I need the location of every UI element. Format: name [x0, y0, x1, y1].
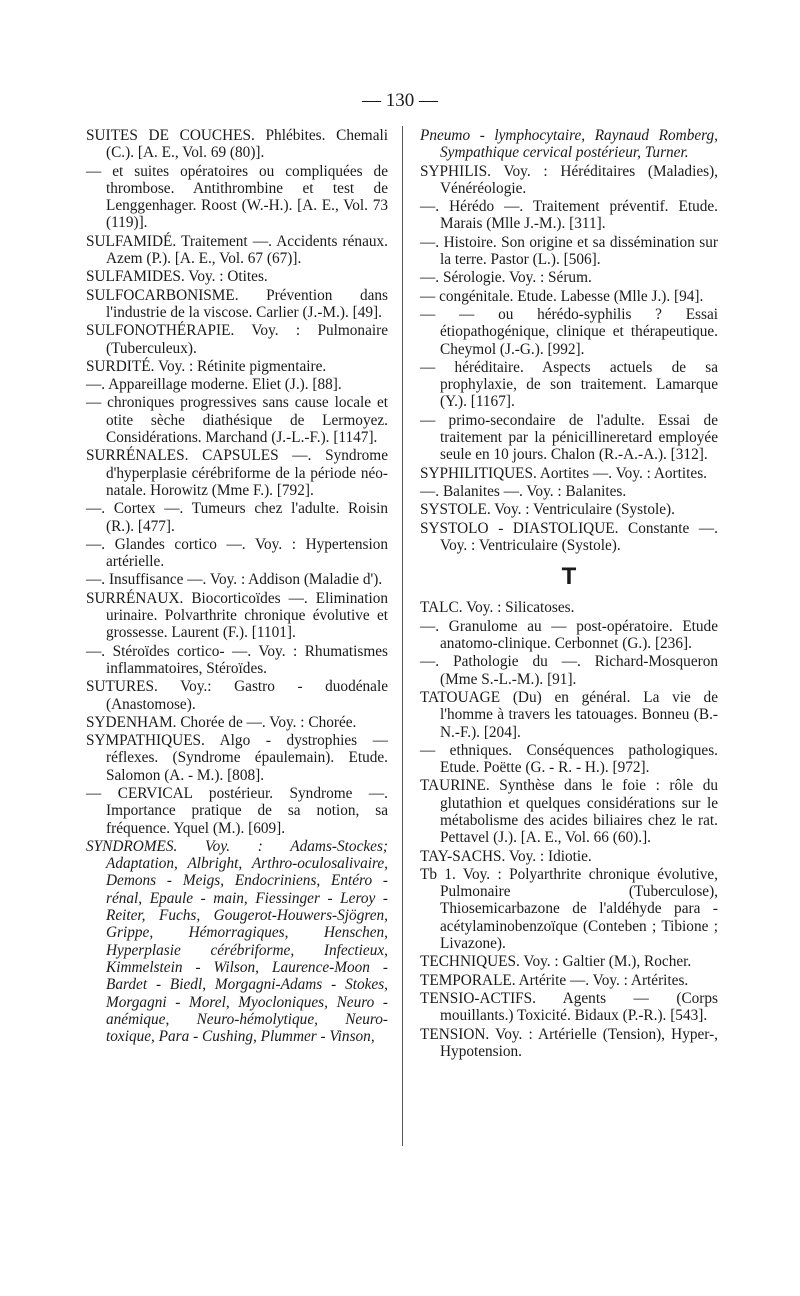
index-entry: SYNDROMES. Voy. : Adams-Stockes; Adaptation, Albright, Arthro-oculosalivaire, Demons - Meigs, Endocriniens, Entéro - rénal, Epaule - main, Fiessinger - Leroy - Reiter, Fuchs, Gougerot-Houwers-Sjögren, Grippe, Hémorragiques, Henschen, Hyperplasie cérébriforme, Infectieux, Kimmelstein - Wilson, Laurence-Moon - Bardet - Biedl, Morgagni-Adams - Stokes, Morgagni - Morel, Myocloniques, Neuro - anémique, Neuro-hémolytique, Neuro-toxique, Para - Cushing, Plummer - Vinson,: [86, 837, 388, 1046]
column-divider: [402, 126, 403, 1146]
index-entry: SULFAMIDES. Voy. : Otites.: [86, 268, 268, 286]
index-entry: SYSTOLO - DIASTOLIQUE. Constante —. Voy. : Ventriculaire (Systole).: [420, 519, 718, 554]
index-entry: SULFOCARBONISME. Prévention dans l'industrie de la viscose. Carlier (J.-M.). [49].: [86, 286, 388, 321]
index-entry: — ethniques. Conséquences pathologiques. Etude. Poëtte (G. - R. - H.). [972].: [420, 741, 718, 777]
right-column: [420, 127, 718, 1061]
index-entry: SYDENHAM. Chorée de —. Voy. : Chorée.: [86, 713, 357, 731]
index-entry: —. Histoire. Son origine et sa dissémination sur la terre. Pastor (L.). [506].: [420, 233, 718, 269]
index-entry: Tb 1. Voy. : Polyarthrite chronique évolutive, Pulmonaire (Tuberculose), Thiosemicarbazone de l'aldéhyde para - acétylaminobenzoïque (Conteben ; Tibione ; Livazone).: [420, 865, 718, 953]
index-entry: —. Stéroïdes cortico- —. Voy. : Rhumatismes inflammatoires, Stéroïdes.: [86, 642, 388, 677]
page-number: — 130 —: [362, 90, 438, 111]
index-entry: SYPHILIS. Voy. : Héréditaires (Maladies), Vénéréologie.: [420, 162, 718, 197]
index-entry: —. Pathologie du —. Richard-Mosqueron (Mme S.-L.-M.). [91].: [420, 653, 718, 688]
index-entry: —. Insuffisance —. Voy. : Addison (Maladie d').: [86, 571, 383, 589]
index-entry: TATOUAGE (Du) en général. La vie de l'homme à travers les tatouages. Bonneu (B.-N.-F.). [204].: [420, 688, 718, 741]
index-entry: SYSTOLE. Voy. : Ventriculaire (Systole).: [420, 501, 675, 519]
index-entry: TAURINE. Synthèse dans le foie : rôle du glutathion et quelques considérations sur le métabolisme des acides biliaires chez le rat. Pettavel (J.). [A. E., Vol. 66 (60).].: [420, 777, 718, 847]
index-entry: —. Appareillage moderne. Eliet (J.). [88].: [86, 376, 342, 394]
index-entry: — héréditaire. Aspects actuels de sa prophylaxie, de son traitement. Lamarque (Y.). [1167].: [420, 358, 718, 411]
index-entry: SYPHILITIQUES. Aortites —. Voy. : Aortites.: [420, 464, 707, 482]
index-entry: TENSIO-ACTIFS. Agents — (Corps mouillants.) Toxicité. Bidaux (P.-R.). [543].: [420, 989, 718, 1025]
index-entry: —. Cortex —. Tumeurs chez l'adulte. Roisin (R.). [477].: [86, 500, 388, 535]
index-entry: — primo-secondaire de l'adulte. Essai de traitement par la pénicillineretard employée seule en 10 jours. Chalon (R.-A.-A.). [312].: [420, 411, 718, 464]
index-entry: — chroniques progressives sans cause locale et otite sèche diathésique de Lermoyez. Considérations. Marchand (J.-L.-F.). [1147].: [86, 394, 388, 447]
index-entry: SURRÉNALES. CAPSULES —. Syndrome d'hyperplasie cérébriforme de la période néo-natale. Horowitz (Mme F.). [792].: [86, 447, 388, 499]
index-entry: — CERVICAL postérieur. Syndrome —. Importance pratique de sa notion, sa fréquence. Yquel (M.). [609].: [86, 784, 388, 837]
index-entry: — — ou hérédo-syphilis ? Essai étiopathogénique, clinique et thérapeutique. Cheymol (J.-G.). [992].: [420, 305, 718, 358]
index-entry: — congénitale. Etude. Labesse (Mlle J.). [94].: [420, 287, 704, 305]
index-entry: — et suites opératoires ou compliquées de thrombose. Antithrombine et test de Lenggenhager. Roost (W.-H.). [A. E., Vol. 73 (119)].: [86, 162, 388, 232]
index-entry: TALC. Voy. : Silicatoses.: [420, 599, 575, 617]
index-entry: —. Sérologie. Voy. : Sérum.: [420, 269, 592, 287]
index-entry: SURDITÉ. Voy. : Rétinite pigmentaire.: [86, 357, 327, 375]
index-entry: SUTURES. Voy.: Gastro - duodénale (Anastomose).: [86, 678, 388, 713]
index-entry: —. Balanites —. Voy. : Balanites.: [420, 482, 627, 500]
left-column: [86, 127, 388, 1046]
index-entry: TEMPORALE. Artérite —. Voy. : Artérites.: [420, 971, 689, 989]
index-entry: —. Glandes cortico —. Voy. : Hypertension artérielle.: [86, 535, 388, 571]
index-entry: TAY-SACHS. Voy. : Idiotie.: [420, 847, 592, 865]
index-entry: Pneumo - lymphocytaire, Raynaud Romberg, Sympathique cervical postérieur, Turner.: [420, 127, 718, 162]
index-entry: TENSION. Voy. : Artérielle (Tension), Hyper-, Hypotension.: [420, 1025, 718, 1060]
index-entry: SULFAMIDÉ. Traitement —. Accidents rénaux. Azem (P.). [A. E., Vol. 67 (67)].: [86, 232, 388, 268]
index-entry: SULFONOTHÉRAPIE. Voy. : Pulmonaire (Tuberculeux).: [86, 322, 388, 357]
index-entry: TECHNIQUES. Voy. : Galtier (M.), Rocher.: [420, 953, 692, 971]
index-entry: SYMPATHIQUES. Algo - dystrophies — réflexes. (Syndrome épaulemain). Etude. Salomon (A. - M.). [808].: [86, 732, 388, 784]
index-entry: —. Granulome au — post-opératoire. Etude anatomo-clinique. Cerbonnet (G.). [236].: [420, 617, 718, 653]
index-entry: —. Hérédo —. Traitement préventif. Etude. Marais (Mlle J.-M.). [311].: [420, 198, 718, 233]
index-entry: SUITES DE COUCHES. Phlébites. Chemali (C.). [A. E., Vol. 69 (80)].: [86, 127, 388, 162]
section-letter: T: [561, 563, 577, 591]
index-entry: SURRÉNAUX. Biocorticoïdes —. Elimination urinaire. Polvarthrite chronique évolutive et grossesse. Laurent (F.). [1101].: [86, 589, 388, 642]
